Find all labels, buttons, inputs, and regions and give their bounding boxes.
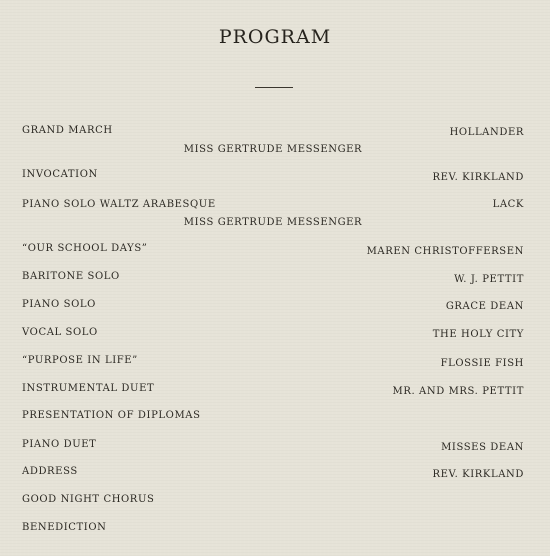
program-item-title: “PURPOSE IN LIFE” [22,355,138,366]
title-divider [255,87,293,88]
program-item-title: GOOD NIGHT CHORUS [22,494,155,505]
program-item-title: “OUR SCHOOL DAYS” [22,243,148,254]
program-item-subperformer: MISS GERTRUDE MESSENGER [183,144,363,155]
program-item-performer: FLOSSIE FISH [440,358,524,369]
program-item-title: BARITONE SOLO [22,271,120,282]
program-item-piano-solo-waltz [22,199,524,215]
program-item-purpose-in-life [22,355,524,371]
program-item-baritone-solo [22,271,524,287]
program-item-title: PIANO DUET [22,439,97,450]
program-item-piano-duet [22,439,524,455]
program-item-title: ADDRESS [22,466,78,477]
program-item-performer: MISSES DEAN [441,442,524,453]
page-title: PROGRAM [218,26,332,48]
program-item-address [22,466,524,482]
program-item-subline [22,217,524,231]
program-item-performer: GRACE DEAN [445,301,524,312]
program-item-performer: HOLLANDER [449,127,524,138]
program-item-performer: MR. AND MRS. PETTIT [392,386,524,397]
program-item-benediction [22,522,524,538]
program-item-title: GRAND MARCH [22,125,113,136]
program-item-piano-solo [22,299,524,315]
program-item-presentation-of-diplomas [22,410,524,426]
program-item-good-night-chorus [22,494,524,510]
program-item-title: PRESENTATION OF DIPLOMAS [22,410,201,421]
program-item-title: PIANO SOLO [22,299,96,310]
program-item-title: BENEDICTION [22,522,107,533]
program-item-invocation [22,169,524,185]
program-item-instrumental-duet [22,383,524,399]
program-item-our-school-days [22,243,524,259]
program-item-performer: LACK [492,199,524,210]
program-item-title: INVOCATION [22,169,98,180]
program-item-title: INSTRUMENTAL DUET [22,383,155,394]
program-item-title: VOCAL SOLO [22,327,98,338]
program-item-performer: REV. KIRKLAND [432,469,524,480]
program-item-subline [22,144,524,158]
program-item-grand-march [22,125,524,141]
program-item-performer: REV. KIRKLAND [432,172,524,183]
program-item-vocal-solo [22,327,524,343]
program-item-performer: THE HOLY CITY [432,329,524,340]
program-item-subperformer: MISS GERTRUDE MESSENGER [183,217,363,228]
program-item-title: PIANO SOLO WALTZ ARABESQUE [22,199,216,210]
program-item-performer: W. J. PETTIT [454,274,524,285]
program-item-performer: MAREN CHRISTOFFERSEN [366,246,524,257]
